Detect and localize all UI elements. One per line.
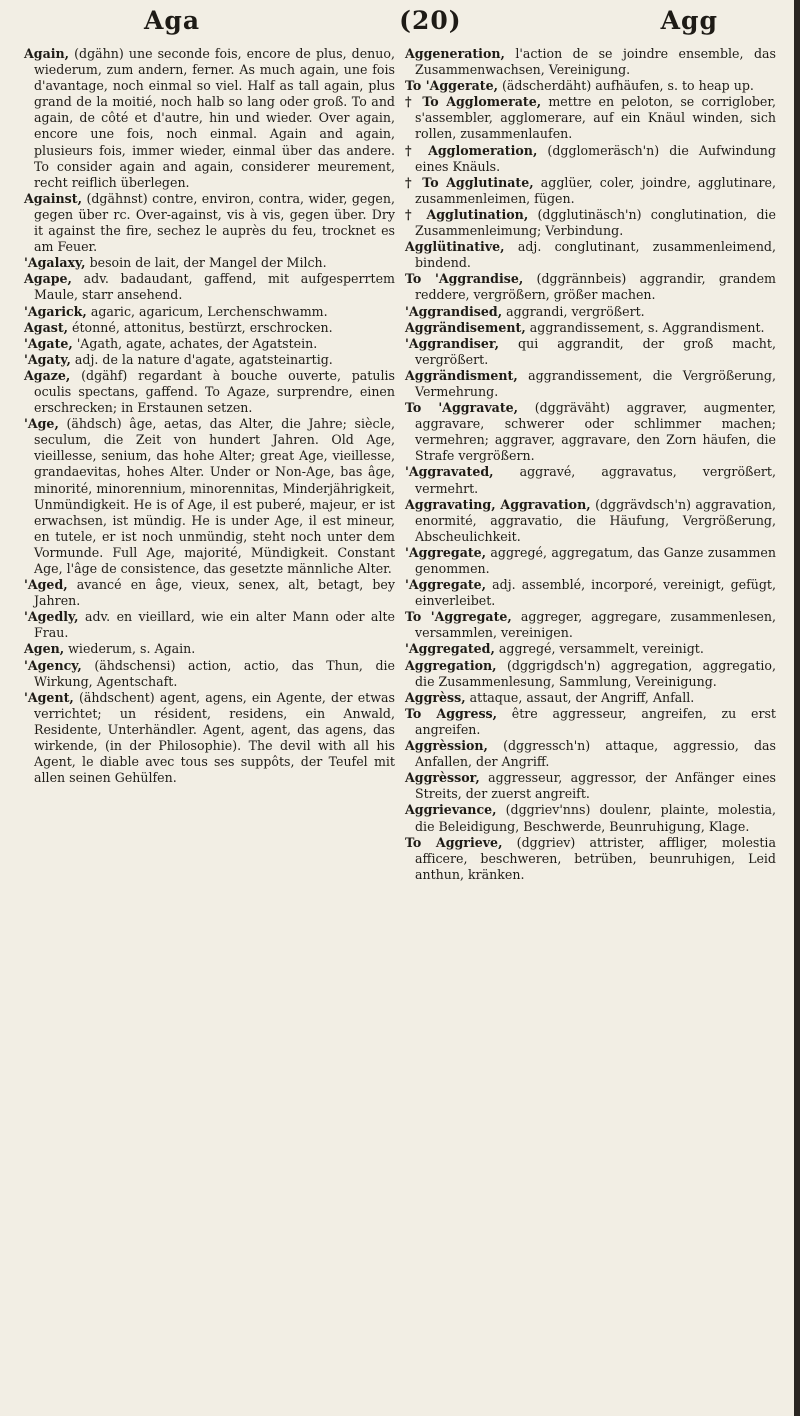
entry-headword: Agglütinative, xyxy=(405,239,505,255)
dictionary-entry xyxy=(24,641,395,657)
entry-headword: Aggrändisment, xyxy=(405,367,518,383)
entry-headword: † Agglomeration, xyxy=(405,142,538,158)
dictionary-entry xyxy=(24,271,395,303)
dictionary-entry xyxy=(405,609,776,641)
entry-definition: (dgähnst) contre, environ, contra, wider, gegen, gegen über rc. Over-against, vis à vis, gegen über. Dry it against the fire, sechez le auprès du feu, trocknet es am Feuer. xyxy=(34,190,395,255)
entry-headword: 'Agalaxy, xyxy=(24,255,86,271)
entry-definition: (dggressch'n) attaque, aggressio, das Anfallen, der Angriff. xyxy=(415,738,776,770)
entry-headword: 'Agency, xyxy=(24,657,82,673)
entry-definition: aggresseur, aggressor, der Anfänger eines Streits, der zuerst angreift. xyxy=(415,770,777,802)
dictionary-entry xyxy=(24,577,395,609)
entry-headword: 'Aggregate, xyxy=(405,544,487,560)
entry-definition: (dgglutinäsch'n) conglutination, die Zusammenleimung; Verbindung. xyxy=(415,206,776,239)
entry-headword: 'Aggregate, xyxy=(405,577,487,593)
entry-headword: † Agglutination, xyxy=(405,206,529,222)
entry-headword: 'Aggravated, xyxy=(405,464,494,480)
dictionary-entry xyxy=(24,609,395,641)
entry-definition: (ähdsch) âge, aetas, das Alter, die Jahre; siècle, seculum, die Zeit von hundert Jahren. Old Age, vieillesse, senium, das hohe Alter; great Age, vieillesse, grandaevitas, hohes Alter. Under or Non-Age, bas âge, minorité, minorennium, minorennitas, Minderjährigkeit, Unmündigkeit. He is of Age, il est puberé, majeur, er ist erwachsen, ist mündig. He is under Age, il est mineur, en tutele, er ist noch unmündig, steht noch unter dem Vormunde. Full Age, majorité, Mündigkeit. Constant Age, l'âge de consistence, das gesetzte männliche Alter. xyxy=(34,416,395,576)
entry-headword: To 'Aggravate, xyxy=(405,400,519,416)
entry-definition: (dggrävdsch'n) aggravation, enormité, aggravatio, die Häufung, Vergrößerung, Abscheulichkeit. xyxy=(415,496,776,544)
dictionary-entry xyxy=(405,577,776,609)
entry-definition: (dggriev'nns) doulenr, plainte, molestia, die Beleidigung, Beschwerde, Beunruhigung, Klage. xyxy=(415,802,776,834)
dictionary-entry xyxy=(24,352,395,368)
entry-headword: 'Agarick, xyxy=(24,303,87,319)
dictionary-entry xyxy=(405,78,776,94)
entry-headword: 'Agent, xyxy=(24,689,74,705)
entry-headword: 'Aggrandised, xyxy=(405,303,503,319)
columns xyxy=(24,46,776,883)
entry-headword: Agape, xyxy=(24,271,72,287)
dictionary-entry xyxy=(24,46,395,191)
dictionary-entry xyxy=(405,46,776,78)
entry-headword: Aggrändisement, xyxy=(405,319,526,335)
dictionary-entry xyxy=(24,368,395,416)
entry-definition: aggrandissement, s. Aggrandisment. xyxy=(529,319,765,335)
page-edge-shadow xyxy=(794,0,800,1416)
page-header xyxy=(24,6,776,46)
entry-definition: avancé en âge, vieux, senex, alt, betagt, bey Jahren. xyxy=(34,577,395,609)
dictionary-entry xyxy=(405,175,776,207)
dictionary-entry xyxy=(24,336,395,352)
entry-definition: aggravé, aggravatus, vergrößert, vermehrt. xyxy=(415,464,776,496)
entry-headword: 'Age, xyxy=(24,416,59,432)
entry-definition: mettre en peloton, se corriglober, s'assembler, agglomerare, auf ein Knäul winden, sich rollen, zusammenlaufen. xyxy=(415,94,776,142)
entry-headword: Aggrèss, xyxy=(405,689,466,705)
entry-definition: aggregé, aggregatum, das Ganze zusammen genommen. xyxy=(415,544,776,576)
entry-headword: Aggrèssion, xyxy=(405,738,488,754)
entry-definition: adv. en vieillard, wie ein alter Mann oder alte Frau. xyxy=(34,609,395,641)
dictionary-entry xyxy=(24,255,395,271)
entry-headword: 'Agedly, xyxy=(24,609,79,625)
dictionary-entry xyxy=(405,368,776,400)
dictionary-entry xyxy=(405,706,776,738)
dictionary-entry xyxy=(24,658,395,690)
dictionary-entry xyxy=(24,690,395,787)
entry-definition: adj. conglutinant, zusammenleimend, bindend. xyxy=(415,239,776,271)
dictionary-entry xyxy=(405,320,776,336)
entry-definition: (ädscherdäht) aufhäufen, s. to heap up. xyxy=(502,78,754,94)
entry-definition: (dggräväht) aggraver, augmenter, aggravare, schwerer oder schlimmer machen; vermehren; aggraver, aggravare, den Zorn häufen, die Strafe vergrößern. xyxy=(415,400,776,464)
dictionary-entry xyxy=(405,271,776,303)
entry-definition: (dggrännbeis) aggrandir, grandem reddere, vergrößern, größer machen. xyxy=(415,271,776,303)
dictionary-entry xyxy=(405,94,776,142)
dictionary-entry xyxy=(24,304,395,320)
entry-definition: attaque, assaut, der Angriff, Anfall. xyxy=(469,689,695,705)
dictionary-entry xyxy=(405,835,776,883)
entry-headword: 'Aggrandiser, xyxy=(405,335,499,351)
dictionary-entry xyxy=(405,770,776,802)
entry-definition: (dgähf) regardant à bouche ouverte, patulis oculis spectans, gaffend. To Agaze, surprendre, einen erschrecken; in Erstaunen setzen. xyxy=(34,367,395,416)
dictionary-entry xyxy=(24,416,395,577)
entry-headword: 'Aggregated, xyxy=(405,641,495,657)
entry-definition: qui aggrandit, der groß macht, vergrößert. xyxy=(415,335,776,367)
entry-headword: 'Agaty, xyxy=(24,351,71,367)
entry-definition: aggregé, versammelt, vereinigt. xyxy=(498,641,704,657)
entry-definition: (ähdschensi) action, actio, das Thun, die Wirkung, Agentschaft. xyxy=(34,657,395,689)
entry-definition: aggrandissement, die Vergrößerung, Vermehrung. xyxy=(415,367,776,399)
header-right-guideword: Agg xyxy=(660,6,718,35)
entry-definition: (dgglomeräsch'n) die Aufwindung eines Knäuls. xyxy=(415,142,776,174)
entry-definition: être aggresseur, angreifen, zu erst angreifen. xyxy=(415,705,776,737)
entry-headword: Aggravating, Aggravation, xyxy=(405,496,591,512)
dictionary-entry xyxy=(24,191,395,255)
dictionary-entry xyxy=(405,304,776,320)
entry-definition: (dggriev) attrister, affliger, molestia afficere, beschweren, betrüben, beunruhigen, Leid anthun, kränken. xyxy=(415,834,776,882)
dictionary-entry xyxy=(405,658,776,690)
entry-headword: To Aggrieve, xyxy=(405,834,503,850)
entry-definition: (dggrigdsch'n) aggregation, aggregatio, die Zusammenlesung, Sammlung, Vereinigung. xyxy=(415,657,776,689)
entry-headword: Aggeneration, xyxy=(405,46,505,61)
entry-headword: 'Aged, xyxy=(24,577,68,593)
right-column xyxy=(405,46,776,883)
entry-definition: wiederum, s. Again. xyxy=(68,641,196,657)
entry-headword: † To Agglomerate, xyxy=(405,94,542,110)
entry-definition: (dgähn) une seconde fois, encore de plus, denuo, wiederum, zum andern, ferner. As much again, une fois d'avantage, noch einmal so viel. Half as tall again, plus grand de la moitié, noch halb so lang oder groß. To and again, de côté et d'autre, hin und wieder. Over again, encore une fois, noch einmal. Again and again, plusieurs fois, immer wieder, einmal über das andere. To consider again and again, considerer meurement, recht reiflich überlegen. xyxy=(34,46,395,190)
entry-headword: † To Agglutinate, xyxy=(405,174,534,190)
entry-headword: Again, xyxy=(24,46,70,61)
entry-headword: Against, xyxy=(24,190,82,206)
entry-headword: To Aggress, xyxy=(405,705,498,721)
entry-definition: l'action de se joindre ensemble, das Zusammenwachsen, Vereinigung. xyxy=(415,46,776,78)
entry-definition: 'Agath, agate, achates, der Agatstein. xyxy=(76,335,318,351)
dictionary-entry xyxy=(405,464,776,496)
dictionary-entry xyxy=(405,239,776,271)
dictionary-entry xyxy=(405,400,776,464)
entry-headword: To 'Aggerate, xyxy=(405,78,498,94)
entry-definition: aggreger, aggregare, zusammenlesen, versammlen, vereinigen. xyxy=(415,609,776,641)
entry-definition: agglüer, coler, joindre, agglutinare, zusammenleimen, fügen. xyxy=(415,174,776,206)
entry-definition: adv. badaudant, gaffend, mit aufgesperrtem Maule, starr ansehend. xyxy=(34,271,395,303)
dictionary-entry xyxy=(405,641,776,657)
entry-headword: Aggrievance, xyxy=(405,802,497,818)
dictionary-entry xyxy=(405,207,776,239)
entry-definition: adj. assemblé, incorporé, vereinigt, gefügt, einverleibet. xyxy=(415,577,776,609)
entry-headword: To 'Aggrandise, xyxy=(405,271,524,287)
entry-headword: To 'Aggregate, xyxy=(405,609,512,625)
entry-headword: Agast, xyxy=(24,319,69,335)
entry-definition: (ähdschent) agent, agens, ein Agente, der etwas verrichtet; un résident, residens, ein Anwald, Residente, Unterhändler. Agent, agent, das agens, das wirkende, (in der Philosophie). The devil with all his Agent, le diable avec tous ses suppôts, der Teufel mit allen seinen Gehülfen. xyxy=(34,689,395,786)
entry-definition: aggrandi, vergrößert. xyxy=(506,303,645,319)
dictionary-entry xyxy=(405,336,776,368)
dictionary-entry xyxy=(405,143,776,175)
dictionary-entry xyxy=(405,690,776,706)
dictionary-entry xyxy=(24,320,395,336)
entry-headword: Agen, xyxy=(24,641,65,657)
entry-headword: Agaze, xyxy=(24,367,71,383)
entry-definition: étonné, attonitus, bestürzt, erschrocken. xyxy=(72,319,333,335)
entry-headword: Aggrèssor, xyxy=(405,770,480,786)
entry-definition: besoin de lait, der Mangel der Milch. xyxy=(89,255,327,271)
entry-headword: 'Agate, xyxy=(24,335,73,351)
dictionary-entry xyxy=(405,738,776,770)
page-number: (20) xyxy=(399,6,462,35)
header-left-guideword: Aga xyxy=(144,6,201,35)
left-column xyxy=(24,46,395,883)
entry-definition: adj. de la nature d'agate, agatsteinartig. xyxy=(74,351,333,367)
entry-definition: agaric, agaricum, Lerchenschwamm. xyxy=(90,303,328,319)
entry-headword: Aggregation, xyxy=(405,657,497,673)
dictionary-entry xyxy=(405,497,776,545)
dictionary-entry xyxy=(405,802,776,834)
dictionary-entry xyxy=(405,545,776,577)
